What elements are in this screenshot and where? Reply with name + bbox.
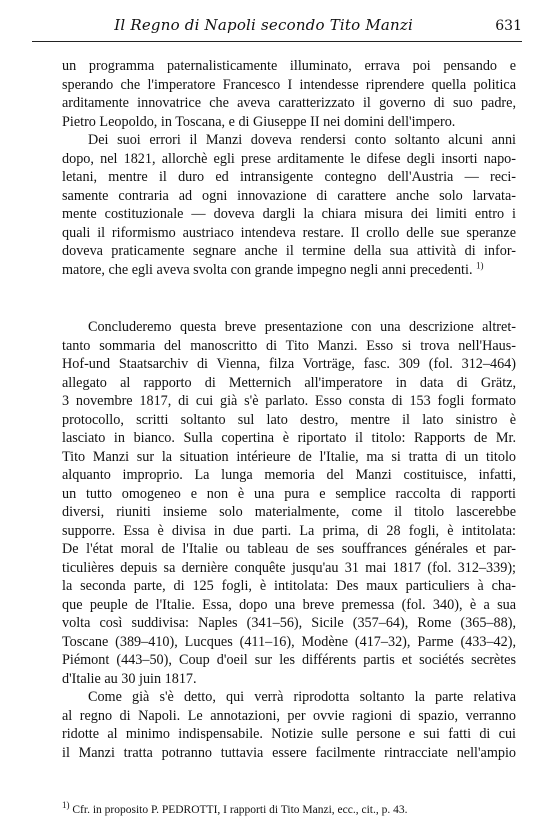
text-line: tanto sommaria del manoscritto di Tito Manzi. Esso si trova nell'Haus-: [62, 337, 516, 354]
text-line: mente costituzionale — doveva dargli la chiara misura dei limiti entro i: [62, 206, 516, 222]
text-line: Hof-und Staatsarchiv di Vienna, filza Vorträge, fasc. 309 (fol. 312–464): [62, 356, 516, 372]
text-line: volta così suddivisa: Naples (341–56), Sicile (357–64), Rome (365–88),: [62, 615, 516, 631]
text-line: ticulières depuis sa dernière conquête jusqu'au 31 mai 1817 (fol. 312–339);: [62, 559, 516, 576]
paragraph-4: [62, 688, 516, 762]
footnote-reference: 1): [476, 259, 484, 270]
footnote-marker: 1): [62, 800, 70, 811]
text-line: Come già s'è detto, qui verrà riprodotta soltanto la parte relativa: [88, 689, 516, 705]
text-line: Piémont (443–50), Coup d'oeil sur les différents partis et sociétés secrètes: [62, 652, 516, 668]
text-line: il Manzi tratta potranno tuttavia essere facilmente rintracciate nell'ampio: [62, 744, 516, 761]
text-line: supporre. Essa è divisa in due parti. La prima, di 28 fogli, è intitolata:: [62, 522, 516, 539]
text-line: quali il riformismo austriaco intendeva restare. Il crollo delle sue speranze: [62, 224, 516, 241]
body-text: [62, 57, 516, 762]
paragraph-1: [62, 57, 516, 131]
text-line: De l'état moral de l'Italie ou tableau de ses souffrances générales et par-: [62, 541, 516, 557]
text-line: letani, mentre il duro ed intransigente contegno dell'Austria — reci-: [62, 169, 516, 185]
text-line: lasciato in bianco. Sulla copertina è riportato il titolo: Rapports de Mr.: [62, 430, 516, 446]
section-gap: [62, 279, 516, 318]
footnote: [62, 800, 516, 816]
paragraph-2: [62, 131, 516, 279]
header-rule: [32, 41, 522, 42]
text-line: ridotte al minimo indispensabile. Notizie sulle persone e sui fatti di cui: [62, 726, 516, 742]
page-number: 631: [495, 18, 522, 34]
paragraph-3: [62, 318, 516, 688]
text-line: la seconda parte, di 125 fogli, è intitolata: Des maux particuliers à cha-: [62, 578, 516, 594]
text-line: doveva praticamente segnare anche il termine della sua attività di infor-: [62, 243, 516, 259]
text-line: Tito Manzi sur la situation intérieure de l'Italie, ma si tratta di un titolo: [62, 448, 516, 465]
text-line: que peuple de l'Italie. Essa, dopo una breve premessa (fol. 340), è a sua: [62, 596, 516, 613]
text-line: arditamente innovatrice che aveva caratterizzato il governo di suo padre,: [62, 95, 516, 111]
text-line: diversi, riuniti insieme solo materialmente, come il titolo lascerebbe: [62, 504, 516, 520]
text-line: samente contraria ad ogni innovazione di carattere anche solo larvata-: [62, 187, 516, 204]
text-line: Concluderemo questa breve presentazione con una descrizione altret-: [88, 319, 516, 335]
running-title: Il Regno di Napoli secondo Tito Manzi: [114, 16, 413, 34]
text-line: allegato al rapporto di Metternich all'imperatore in data di Grätz,: [62, 374, 516, 391]
text-line: sperando che l'imperatore Francesco I intendesse riprendere quella politica: [62, 76, 516, 93]
text-line: Pietro Leopoldo, in Toscana, e di Giuseppe II nei domini dell'impero.: [62, 113, 456, 130]
text-line-with-footnote-ref: [62, 261, 516, 280]
footnote-text: Cfr. in proposito P. PEDROTTI, I rapporti di Tito Manzi, ecc., cit., p. 43.: [72, 804, 408, 816]
text-line: Toscane (389–410), Lucques (411–16), Modène (417–32), Parme (433–42),: [62, 633, 516, 650]
text-line: alquanto improprio. La lunga memoria del Manzi costituisce, infatti,: [62, 467, 516, 483]
text-line: un programma paternalisticamente illuminato, errava poi pensando e: [62, 58, 516, 74]
page-header: [32, 16, 522, 38]
text-line: d'Italie au 30 juin 1817.: [62, 670, 197, 687]
text-line: protocollo, scritti soltanto sul lato destro, mentre il lato sinistro è: [62, 411, 516, 428]
text-line: Dei suoi errori il Manzi doveva rendersi conto soltanto alcuni anni: [88, 132, 516, 148]
text-line: dopo, nel 1821, allorchè egli prese arditamente le difese degli insorti napo-: [62, 150, 516, 167]
text-line: un tutto omogeneo e non è una pura e semplice raccolta di rapporti: [62, 485, 516, 502]
text-line: matore, che egli aveva svolta con grande impegno negli anni precedenti.: [62, 261, 473, 278]
text-line: al regno di Napoli. Le annotazioni, per ovvie ragioni di spazio, verranno: [62, 707, 516, 724]
text-line: 3 novembre 1817, di cui già s'è parlato. Esso consta di 153 fogli formato: [62, 393, 516, 409]
